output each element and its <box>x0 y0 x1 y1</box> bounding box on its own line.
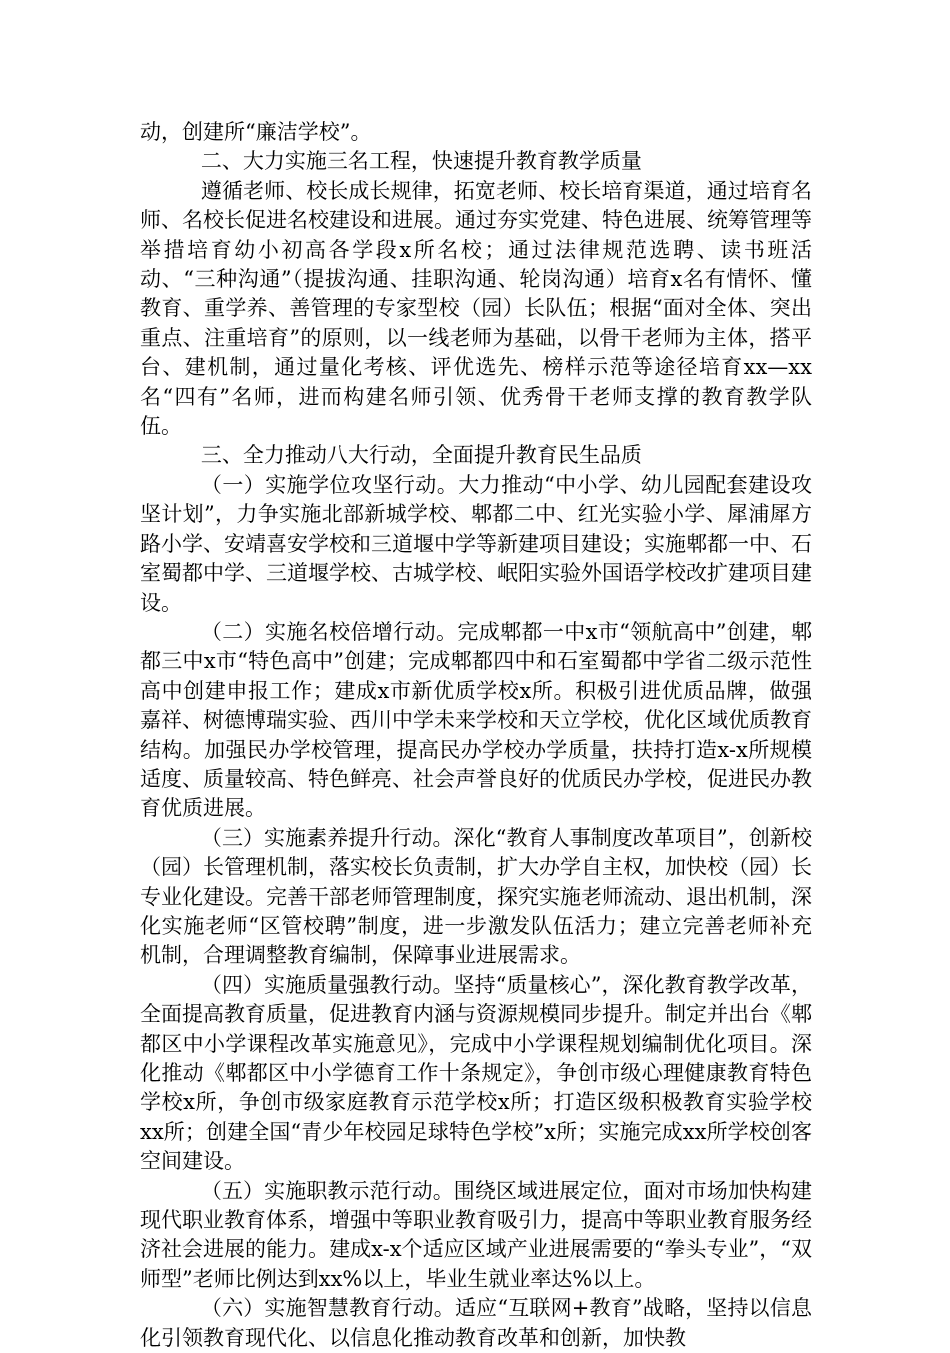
paragraph-action-6: （六）实施智慧教育行动。适应“互联网+教育”战略，坚持以信息化引领教育现代化、以信息化推动教育改革和创新，加快教 <box>140 1296 812 1350</box>
paragraph-action-5: （五）实施职教示范行动。围绕区域进展定位，面对市场加快构建现代职业教育体系，增强中等职业教育吸引力，提高中等职业教育服务经济社会进展的能力。建成x-x个适应区域产业进展需要的“拳头专业”，“双师型”老师比例达到xx%以上，毕业生就业率达%以上。 <box>140 1178 812 1291</box>
section-heading-three: 三、全力推动八大行动，全面提升教育民生品质 <box>200 443 642 468</box>
paragraph-action-4: （四）实施质量强教行动。坚持“质量核心”，深化教育教学改革，全面提高教育质量，促进教育内涵与资源规模同步提升。制定并出台《郫都区中小学课程改革实施意见》，完成中小学课程规划编制优化项目。深化推动《郫都区中小学德育工作十条规定》，争创市级心理健康教育特色学校x所，争创市级家庭教育示范学校x所；打造区级积极教育实验学校xx所；创建全国“青少年校园足球特色学校”x所；实施完成xx所学校创客空间建设。 <box>140 972 812 1174</box>
document-page <box>140 118 812 1353</box>
paragraph-action-3: （三）实施素养提升行动。深化“教育人事制度改革项目”，创新校（园）长管理机制，落实校长负责制，扩大办学自主权，加快校（园）长专业化建设。完善干部老师管理制度，探究实施老师流动、退出机制，深化实施老师“区管校聘”制度，进一步激发队伍活力；建立完善老师补充机制，合理调整教育编制，保障事业进展需求。 <box>140 825 812 968</box>
paragraph-action-2: （二）实施名校倍增行动。完成郫都一中x市“领航高中”创建，郫都三中x市“特色高中”创建；完成郫都四中和石室蜀都中学省二级示范性高中创建申报工作；建成x市新优质学校x所。积极引进优质品牌，做强嘉祥、树德博瑞实验、西川中学未来学校和天立学校，优化区域优质教育结构。加强民办学校管理，提高民办学校办学质量，扶持打造x-x所规模适度、质量较高、特色鲜亮、社会声誉良好的优质民办学校，促进民办教育优质进展。 <box>140 619 812 821</box>
paragraph-continuation: 动，创建所“廉洁学校”。 <box>140 120 372 144</box>
paragraph-action-1: （一）实施学位攻坚行动。大力推动“中小学、幼儿园配套建设攻坚计划”，力争实施北部新城学校、郫都二中、红光实验小学、犀浦犀方路小学、安靖喜安学校和三道堰中学等新建项目建设；实施郫都一中、石室蜀都中学、三道堰学校、古城学校、岷阳实验外国语学校改扩建项目建设。 <box>140 472 812 615</box>
paragraph-famous-teachers: 遵循老师、校长成长规律，拓宽老师、校长培育渠道，通过培育名师、名校长促进名校建设和进展。通过夯实党建、特色进展、统筹管理等举措培育幼小初高各学段x所名校；通过法律规范选聘、读书班活动、“三种沟通”（提拔沟通、挂职沟通、轮岗沟通）培育x名有情怀、懂教育、重学养、善管理的专家型校（园）长队伍；根据“面对全体、突出重点、注重培育”的原则，以一线老师为基础，以骨干老师为主体，搭平台、建机制，通过量化考核、评优选先、榜样示范等途径培育xx—xx名“四有”名师，进而构建名师引领、优秀骨干老师支撑的教育教学队伍。 <box>140 178 812 439</box>
section-heading-two: 二、大力实施三名工程，快速提升教育教学质量 <box>200 149 642 174</box>
